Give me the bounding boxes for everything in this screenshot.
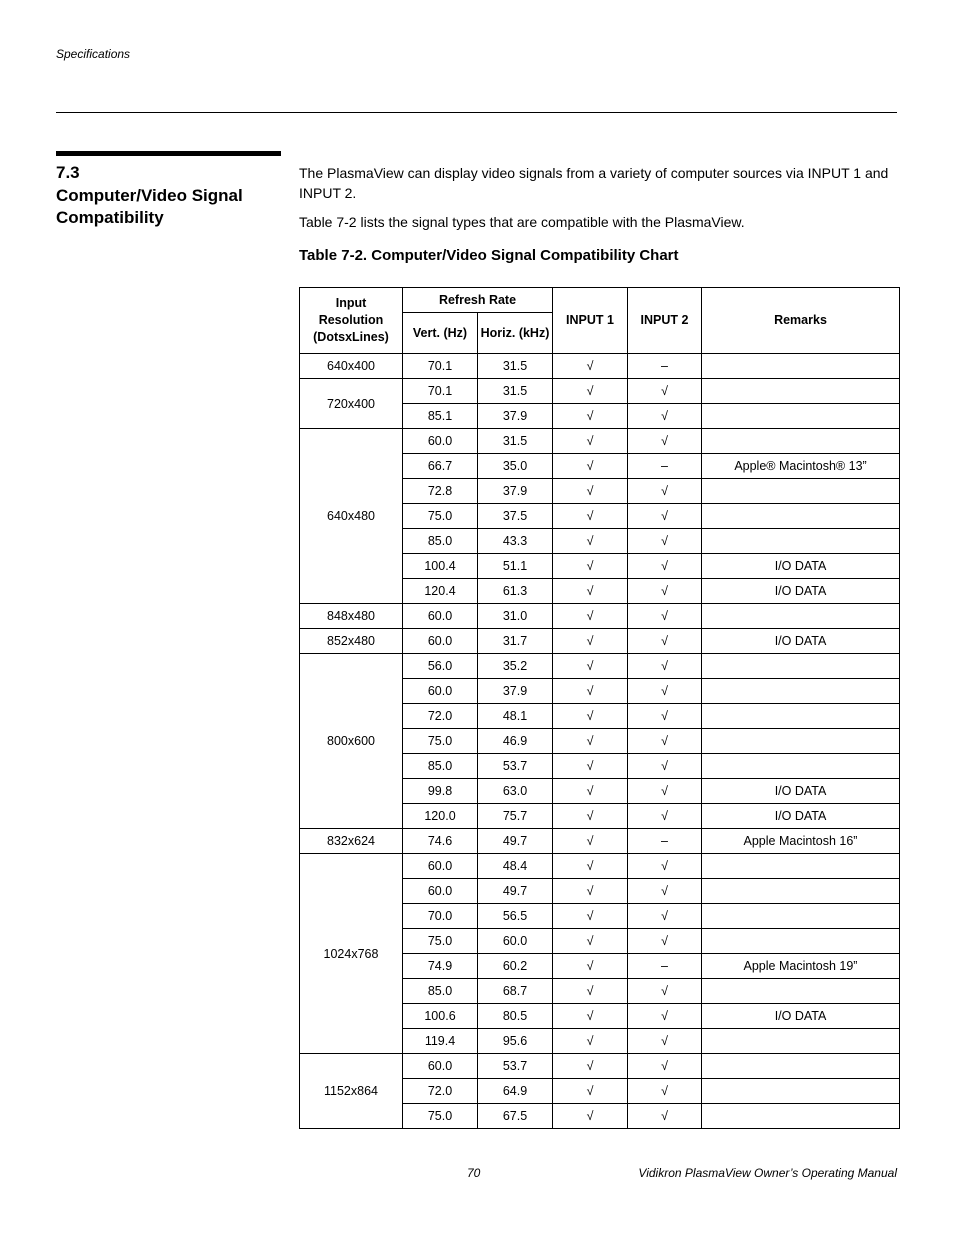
- remarks-cell: [702, 479, 900, 504]
- remarks-cell: [702, 1054, 900, 1079]
- table-caption: Table 7-2. Computer/Video Signal Compatibility Chart: [299, 247, 679, 264]
- input1-cell: √: [553, 804, 628, 829]
- input1-cell: √: [553, 1079, 628, 1104]
- horiz-cell: 48.4: [478, 854, 553, 879]
- section-number: 7.3: [56, 163, 80, 182]
- input1-cell: √: [553, 854, 628, 879]
- table-row: [300, 429, 900, 454]
- header-input1: INPUT 1: [553, 288, 628, 354]
- table-row: [300, 354, 900, 379]
- input2-cell: √: [628, 554, 702, 579]
- vert-cell: 72.0: [403, 1079, 478, 1104]
- table-row: [300, 379, 900, 404]
- input2-cell: √: [628, 504, 702, 529]
- horiz-cell: 51.1: [478, 554, 553, 579]
- vert-cell: 74.9: [403, 954, 478, 979]
- vert-cell: 60.0: [403, 604, 478, 629]
- input2-cell: √: [628, 1054, 702, 1079]
- input1-cell: √: [553, 604, 628, 629]
- horiz-cell: 80.5: [478, 1004, 553, 1029]
- input1-cell: √: [553, 379, 628, 404]
- horiz-cell: 53.7: [478, 1054, 553, 1079]
- vert-cell: 60.0: [403, 679, 478, 704]
- horiz-cell: 31.5: [478, 429, 553, 454]
- remarks-cell: [702, 929, 900, 954]
- header-refresh-rate: Refresh Rate: [403, 288, 553, 313]
- input2-cell: –: [628, 829, 702, 854]
- horiz-cell: 37.9: [478, 404, 553, 429]
- input2-cell: √: [628, 654, 702, 679]
- horiz-cell: 49.7: [478, 829, 553, 854]
- vert-cell: 85.0: [403, 979, 478, 1004]
- horiz-cell: 67.5: [478, 1104, 553, 1129]
- resolution-cell: 640x400: [300, 354, 403, 379]
- input2-cell: √: [628, 879, 702, 904]
- input1-cell: √: [553, 754, 628, 779]
- resolution-cell: 640x480: [300, 429, 403, 604]
- input1-cell: √: [553, 404, 628, 429]
- table-row: [300, 629, 900, 654]
- input2-cell: √: [628, 854, 702, 879]
- vert-cell: 70.1: [403, 379, 478, 404]
- table-row: [300, 1054, 900, 1079]
- header-remarks: Remarks: [702, 288, 900, 354]
- input1-cell: √: [553, 504, 628, 529]
- vert-cell: 120.4: [403, 579, 478, 604]
- input2-cell: √: [628, 429, 702, 454]
- input2-cell: √: [628, 1029, 702, 1054]
- resolution-cell: 852x480: [300, 629, 403, 654]
- input2-cell: –: [628, 454, 702, 479]
- remarks-cell: [702, 1104, 900, 1129]
- remarks-cell: I/O DATA: [702, 554, 900, 579]
- remarks-cell: [702, 904, 900, 929]
- vert-cell: 70.1: [403, 354, 478, 379]
- remarks-cell: [702, 529, 900, 554]
- input1-cell: √: [553, 929, 628, 954]
- horiz-cell: 31.0: [478, 604, 553, 629]
- running-header: Specifications: [56, 47, 131, 61]
- remarks-cell: [702, 654, 900, 679]
- input1-cell: √: [553, 979, 628, 1004]
- vert-cell: 60.0: [403, 879, 478, 904]
- input2-cell: –: [628, 954, 702, 979]
- horiz-cell: 95.6: [478, 1029, 553, 1054]
- input2-cell: √: [628, 779, 702, 804]
- vert-cell: 70.0: [403, 904, 478, 929]
- horiz-cell: 63.0: [478, 779, 553, 804]
- input1-cell: √: [553, 1104, 628, 1129]
- input2-cell: √: [628, 929, 702, 954]
- horiz-cell: 56.5: [478, 904, 553, 929]
- horiz-cell: 35.0: [478, 454, 553, 479]
- remarks-cell: I/O DATA: [702, 629, 900, 654]
- resolution-cell: 1024x768: [300, 854, 403, 1054]
- manual-title: Vidikron PlasmaView Owner’s Operating Manual: [638, 1166, 897, 1180]
- remarks-cell: [702, 754, 900, 779]
- input2-cell: √: [628, 704, 702, 729]
- horiz-cell: 60.2: [478, 954, 553, 979]
- vert-cell: 85.1: [403, 404, 478, 429]
- horiz-cell: 60.0: [478, 929, 553, 954]
- resolution-cell: 720x400: [300, 379, 403, 429]
- input1-cell: √: [553, 729, 628, 754]
- input1-cell: √: [553, 654, 628, 679]
- input2-cell: √: [628, 404, 702, 429]
- header-divider: [56, 112, 897, 113]
- table-row: [300, 854, 900, 879]
- horiz-cell: 31.5: [478, 354, 553, 379]
- horiz-cell: 64.9: [478, 1079, 553, 1104]
- input2-cell: √: [628, 979, 702, 1004]
- resolution-cell: 848x480: [300, 604, 403, 629]
- input2-cell: √: [628, 804, 702, 829]
- remarks-cell: [702, 854, 900, 879]
- resolution-cell: 1152x864: [300, 1054, 403, 1129]
- input2-cell: √: [628, 679, 702, 704]
- table-row: [300, 654, 900, 679]
- header-vert: Vert. (Hz): [403, 313, 478, 354]
- vert-cell: 60.0: [403, 854, 478, 879]
- vert-cell: 85.0: [403, 754, 478, 779]
- input2-cell: √: [628, 629, 702, 654]
- table-row: [300, 604, 900, 629]
- input1-cell: √: [553, 779, 628, 804]
- input1-cell: √: [553, 829, 628, 854]
- input2-cell: √: [628, 1004, 702, 1029]
- horiz-cell: 37.5: [478, 504, 553, 529]
- table-reference-paragraph: Table 7-2 lists the signal types that are compatible with the PlasmaView.: [299, 214, 745, 230]
- horiz-cell: 75.7: [478, 804, 553, 829]
- input2-cell: √: [628, 604, 702, 629]
- input1-cell: √: [553, 629, 628, 654]
- horiz-cell: 35.2: [478, 654, 553, 679]
- input2-cell: √: [628, 754, 702, 779]
- remarks-cell: [702, 1029, 900, 1054]
- vert-cell: 100.4: [403, 554, 478, 579]
- input1-cell: √: [553, 429, 628, 454]
- vert-cell: 75.0: [403, 1104, 478, 1129]
- header-horiz: Horiz. (kHz): [478, 313, 553, 354]
- remarks-cell: Apple Macintosh 16”: [702, 829, 900, 854]
- input1-cell: √: [553, 879, 628, 904]
- input1-cell: √: [553, 454, 628, 479]
- page-number: 70: [467, 1166, 481, 1180]
- input2-cell: √: [628, 1104, 702, 1129]
- vert-cell: 74.6: [403, 829, 478, 854]
- table-body: [300, 354, 900, 1129]
- vert-cell: 119.4: [403, 1029, 478, 1054]
- header-input2: INPUT 2: [628, 288, 702, 354]
- compatibility-table: [299, 287, 900, 1129]
- horiz-cell: 61.3: [478, 579, 553, 604]
- input2-cell: √: [628, 729, 702, 754]
- vert-cell: 66.7: [403, 454, 478, 479]
- input1-cell: √: [553, 579, 628, 604]
- horiz-cell: 43.3: [478, 529, 553, 554]
- remarks-cell: Apple Macintosh 19”: [702, 954, 900, 979]
- vert-cell: 60.0: [403, 629, 478, 654]
- vert-cell: 56.0: [403, 654, 478, 679]
- vert-cell: 85.0: [403, 529, 478, 554]
- remarks-cell: [702, 429, 900, 454]
- remarks-cell: I/O DATA: [702, 779, 900, 804]
- remarks-cell: [702, 354, 900, 379]
- remarks-cell: [702, 404, 900, 429]
- resolution-cell: 800x600: [300, 654, 403, 829]
- remarks-cell: [702, 604, 900, 629]
- horiz-cell: 48.1: [478, 704, 553, 729]
- section-bar: [56, 151, 281, 156]
- input1-cell: √: [553, 354, 628, 379]
- horiz-cell: 31.5: [478, 379, 553, 404]
- input1-cell: √: [553, 554, 628, 579]
- vert-cell: 60.0: [403, 1054, 478, 1079]
- input2-cell: √: [628, 529, 702, 554]
- remarks-cell: [702, 504, 900, 529]
- vert-cell: 75.0: [403, 929, 478, 954]
- vert-cell: 120.0: [403, 804, 478, 829]
- remarks-cell: [702, 704, 900, 729]
- table-row: [300, 829, 900, 854]
- remarks-cell: I/O DATA: [702, 804, 900, 829]
- input1-cell: √: [553, 679, 628, 704]
- vert-cell: 72.0: [403, 704, 478, 729]
- remarks-cell: [702, 679, 900, 704]
- vert-cell: 72.8: [403, 479, 478, 504]
- input1-cell: √: [553, 1054, 628, 1079]
- input2-cell: √: [628, 579, 702, 604]
- horiz-cell: 53.7: [478, 754, 553, 779]
- horiz-cell: 46.9: [478, 729, 553, 754]
- remarks-cell: I/O DATA: [702, 1004, 900, 1029]
- vert-cell: 60.0: [403, 429, 478, 454]
- vert-cell: 75.0: [403, 504, 478, 529]
- remarks-cell: [702, 979, 900, 1004]
- vert-cell: 99.8: [403, 779, 478, 804]
- remarks-cell: [702, 379, 900, 404]
- input2-cell: √: [628, 904, 702, 929]
- remarks-cell: [702, 1079, 900, 1104]
- input2-cell: –: [628, 354, 702, 379]
- input1-cell: √: [553, 704, 628, 729]
- horiz-cell: 31.7: [478, 629, 553, 654]
- input1-cell: √: [553, 954, 628, 979]
- resolution-cell: 832x624: [300, 829, 403, 854]
- horiz-cell: 49.7: [478, 879, 553, 904]
- remarks-cell: Apple® Macintosh® 13”: [702, 454, 900, 479]
- input1-cell: √: [553, 1029, 628, 1054]
- intro-paragraph: The PlasmaView can display video signals from a variety of computer sources via INPUT 1 and INPUT 2.: [299, 165, 889, 201]
- remarks-cell: I/O DATA: [702, 579, 900, 604]
- input1-cell: √: [553, 479, 628, 504]
- section-title: Computer/Video Signal Compatibility: [56, 186, 243, 227]
- horiz-cell: 37.9: [478, 679, 553, 704]
- input1-cell: √: [553, 529, 628, 554]
- input2-cell: √: [628, 1079, 702, 1104]
- header-input-resolution: Input Resolution (DotsxLines): [300, 288, 403, 354]
- vert-cell: 100.6: [403, 1004, 478, 1029]
- input2-cell: √: [628, 479, 702, 504]
- remarks-cell: [702, 729, 900, 754]
- remarks-cell: [702, 879, 900, 904]
- input1-cell: √: [553, 904, 628, 929]
- horiz-cell: 37.9: [478, 479, 553, 504]
- vert-cell: 75.0: [403, 729, 478, 754]
- input2-cell: √: [628, 379, 702, 404]
- horiz-cell: 68.7: [478, 979, 553, 1004]
- input1-cell: √: [553, 1004, 628, 1029]
